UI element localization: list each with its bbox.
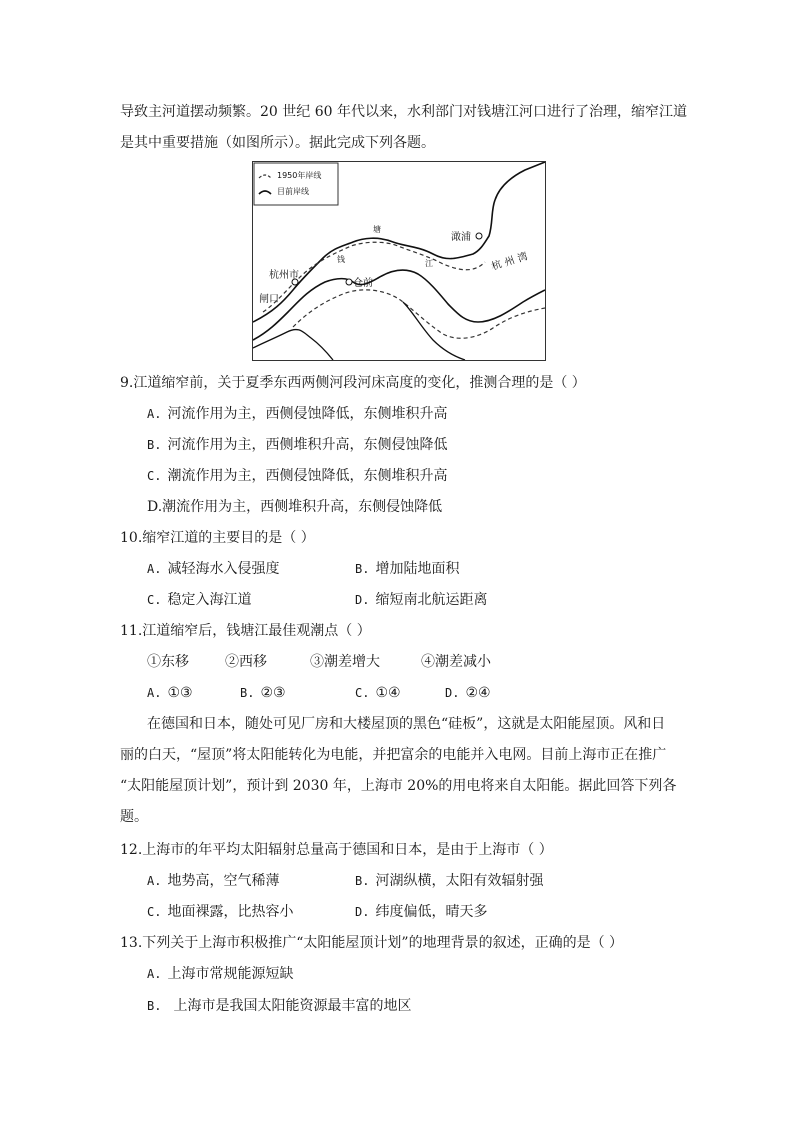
q10-option-b[interactable] [355, 559, 459, 579]
passage2-line-3: “太阳能屋顶计划”，预计到 2030 年，上海市 20%的用电将来自太阳能。据此回答下列各 [120, 778, 677, 794]
hangzhouwan-label-1: 杭 [490, 259, 504, 273]
cangqian-marker-icon [346, 279, 352, 285]
legend-current-label: 目前岸线 [277, 187, 309, 196]
q11-option-d[interactable] [445, 683, 491, 703]
q9-option-a-text: 河流作用为主，西侧侵蚀降低，东侧堆积升高 [167, 406, 448, 422]
q12-option-d-letter: D. [355, 905, 370, 919]
q12-stem: 12.上海市的年平均太阳辐射总量高于德国和日本，是由于上海市（ ） [120, 842, 553, 858]
passage2-line-2: 丽的白天，“屋顶”将太阳能转化为电能，并把富余的电能并入电网。目前上海市正在推广 [120, 747, 667, 763]
q11-item-3: ③潮差增大 [310, 654, 380, 670]
legend-1950-label: 1950年岸线 [277, 171, 322, 180]
q9-option-d-text: D.潮流作用为主，西侧堆积升高，东侧侵蚀降低 [147, 499, 443, 515]
q9-option-c-text: 潮流作用为主，西侧侵蚀降低，东侧堆积升高 [167, 468, 448, 484]
intro-line-1: 导致主河道摆动频繁。20 世纪 60 年代以来，水利部门对钱塘江河口进行了治理，缩窄江道 [120, 104, 687, 120]
q11-stem: 11.江道缩窄后，钱塘江最佳观潮点（ ） [120, 623, 371, 639]
q9-option-b[interactable] [147, 435, 447, 455]
q11-option-c-letter: C. [355, 686, 370, 700]
q9-stem: 9.江道缩窄前，关于夏季东西两侧河段河床高度的变化，推测合理的是（ ） [120, 375, 586, 391]
q9-option-c[interactable] [147, 466, 447, 486]
tang-label: 塘 [373, 225, 381, 234]
hangzhou-label: 杭州市 [269, 270, 299, 281]
q11-item-1: ①东移 [147, 654, 189, 670]
hangzhouwan-label-2: 州 [503, 255, 517, 269]
q12-option-a-text: 地势高，空气稀薄 [167, 873, 280, 889]
q12-option-c-letter: C. [147, 905, 162, 919]
q11-option-a[interactable] [147, 683, 193, 703]
q10-option-d-text: 缩短南北航运距离 [375, 592, 488, 608]
qiantang-estuary-map [252, 161, 546, 361]
q11-option-a-letter: A. [147, 686, 162, 700]
q10-option-a[interactable] [147, 559, 279, 579]
intro-line-2: 是其中重要措施（如图所示）。据此完成下列各题。 [120, 135, 435, 151]
q11-option-a-text: ①③ [167, 685, 193, 701]
q10-option-b-letter: B. [355, 562, 370, 576]
q9-option-a-letter: A. [147, 407, 162, 421]
jiang-label: 江 [425, 259, 433, 268]
q9-option-a[interactable] [147, 404, 447, 424]
q12-option-c-text: 地面裸露，比热容小 [167, 904, 294, 920]
q13-option-b-letter: B. [147, 999, 162, 1013]
q10-option-c-text: 稳定入海江道 [167, 592, 252, 608]
q9-option-c-letter: C. [147, 469, 162, 483]
q11-option-b-letter: B. [240, 686, 255, 700]
q11-item-4: ④潮差减小 [421, 654, 491, 670]
q10-option-a-letter: A. [147, 562, 162, 576]
q9-option-b-letter: B. [147, 438, 162, 452]
q13-option-a[interactable] [147, 964, 293, 984]
q9-option-b-text: 河流作用为主，西侧堆积升高，东侧侵蚀降低 [167, 437, 448, 453]
q12-option-d-text: 纬度偏低，晴天多 [375, 904, 488, 920]
qian-label: 钱 [337, 255, 345, 264]
coast-1950-south [293, 290, 545, 338]
q12-option-b-letter: B. [355, 874, 370, 888]
q11-option-b[interactable] [240, 683, 286, 703]
q12-option-c[interactable] [147, 902, 293, 922]
legend-box [254, 163, 338, 205]
q10-option-b-text: 增加陆地面积 [375, 561, 460, 577]
ganpu-label: 澉浦 [451, 232, 471, 243]
zhakou-label: 闸口 [259, 294, 279, 305]
q12-option-a-letter: A. [147, 874, 162, 888]
q12-option-a[interactable] [147, 871, 279, 891]
hangzhouwan-label-3: 湾 [516, 251, 530, 265]
q10-option-c[interactable] [147, 590, 251, 610]
ganpu-marker-icon [476, 233, 482, 239]
q13-option-a-letter: A. [147, 967, 162, 981]
q11-option-d-text: ②④ [465, 685, 491, 701]
q10-option-d-letter: D. [355, 593, 370, 607]
q10-stem: 10.缩窄江道的主要目的是（ ） [120, 530, 315, 546]
q11-option-c-text: ①④ [375, 685, 401, 701]
q11-item-2: ②西移 [225, 654, 267, 670]
passage2-line-1: 在德国和日本，随处可见厂房和大楼屋顶的黑色“硅板”，这就是太阳能屋顶。风和日 [147, 716, 666, 732]
q11-option-c[interactable] [355, 683, 401, 703]
q13-option-a-text: 上海市常规能源短缺 [167, 966, 294, 982]
q10-option-d[interactable] [355, 590, 487, 610]
q13-option-b[interactable] [147, 996, 411, 1016]
q12-option-d[interactable] [355, 902, 487, 922]
q10-option-a-text: 减轻海水入侵强度 [167, 561, 280, 577]
q11-option-d-letter: D. [445, 686, 460, 700]
q12-option-b-text: 河湖纵横，太阳有效辐射强 [375, 873, 544, 889]
q13-stem: 13.下列关于上海市积极推广“太阳能屋顶计划”的地理背景的叙述，正确的是（ ） [120, 935, 624, 951]
passage2-line-4: 题。 [120, 809, 148, 825]
q10-option-c-letter: C. [147, 593, 162, 607]
cangqian-label: 仓前 [353, 278, 373, 289]
q11-option-b-text: ②③ [260, 685, 286, 701]
river-south [253, 330, 333, 360]
q12-option-b[interactable] [355, 871, 543, 891]
q9-option-d[interactable] [147, 497, 442, 517]
q13-option-b-text: 上海市是我国太阳能资源最丰富的地区 [173, 998, 412, 1014]
